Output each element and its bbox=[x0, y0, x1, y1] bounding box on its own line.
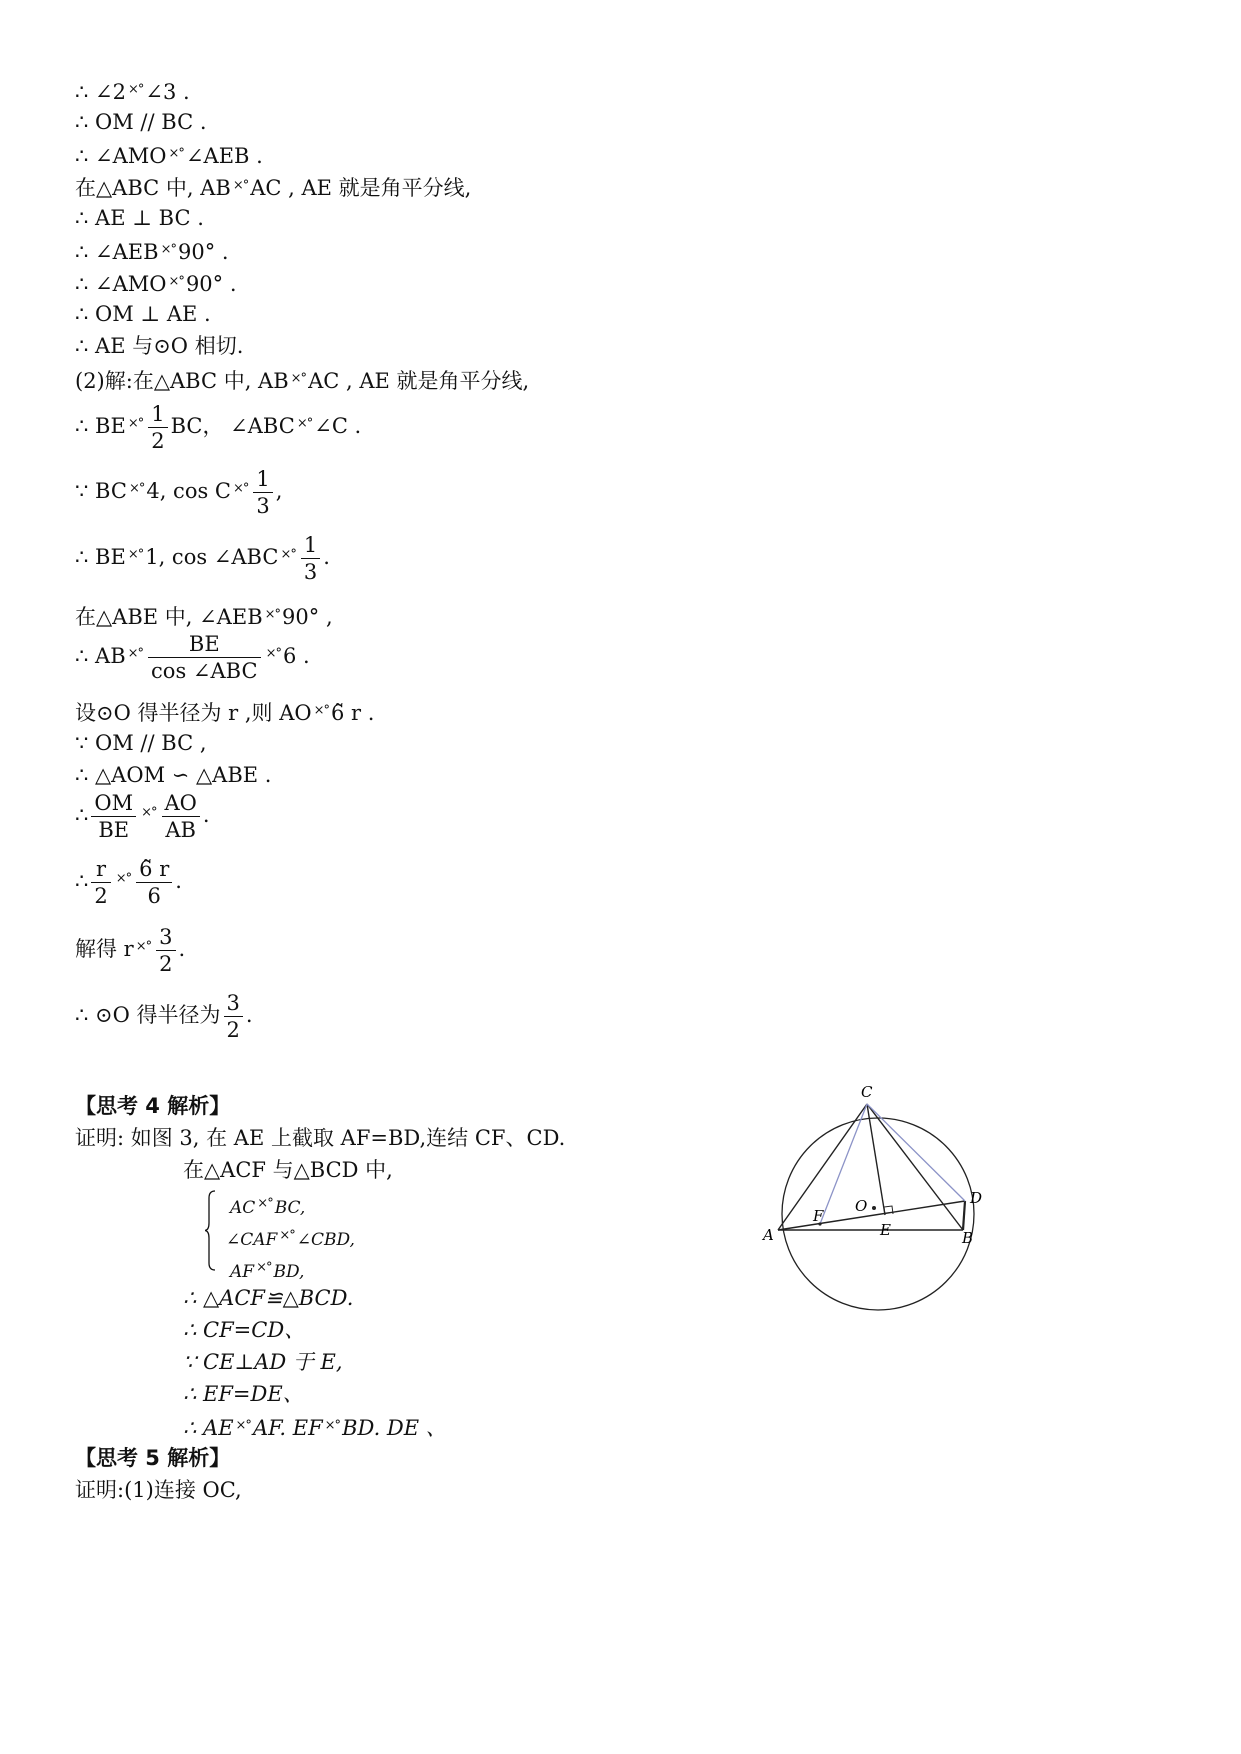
think4-heading: 【思考 4 解析】 bbox=[75, 1094, 231, 1118]
label-o: O bbox=[855, 1197, 868, 1215]
denominator: cos ∠ABC bbox=[151, 659, 258, 683]
proof-line-4 bbox=[75, 172, 471, 202]
equals-glyph: ×° bbox=[128, 82, 144, 97]
text: 解得 r bbox=[75, 937, 134, 961]
text: . bbox=[178, 937, 186, 961]
text: 6 . bbox=[282, 644, 310, 668]
proof-line-2: ∴ OM // BC . bbox=[75, 110, 207, 134]
text: ∴ BE bbox=[75, 545, 126, 569]
proof-line-1 bbox=[75, 76, 190, 106]
geometry-figure bbox=[755, 1075, 1005, 1315]
numerator: OM bbox=[91, 790, 136, 817]
numerator: 1 bbox=[253, 466, 272, 493]
numerator: 1 bbox=[301, 532, 320, 559]
fraction bbox=[156, 924, 175, 977]
text: 90° , bbox=[282, 605, 333, 629]
label-c: C bbox=[861, 1083, 873, 1101]
system-line bbox=[226, 1222, 355, 1254]
equals-glyph: ×° bbox=[235, 1418, 251, 1433]
segment-bc bbox=[867, 1104, 963, 1230]
proof-line-3 bbox=[75, 140, 263, 170]
proof-line-8: ∴ OM ⊥ AE . bbox=[75, 302, 211, 326]
text: ∴ bbox=[75, 803, 89, 827]
point-o bbox=[872, 1206, 876, 1210]
think4-intro: 证明: 如图 3, 在 AE 上截取 AF=BD,连结 CF、CD. bbox=[75, 1126, 566, 1150]
label-e: E bbox=[880, 1221, 891, 1239]
text: ∠CAF bbox=[226, 1230, 278, 1250]
text: AC , AE 就是角平分线, bbox=[250, 176, 472, 200]
text: BC, bbox=[274, 1198, 306, 1218]
equals-glyph: ×° bbox=[141, 805, 157, 820]
numerator: AO bbox=[162, 790, 200, 817]
text: ∠C . bbox=[314, 414, 362, 438]
equals-glyph: ×° bbox=[324, 1418, 341, 1433]
segment-cd bbox=[867, 1104, 965, 1201]
part2-ab bbox=[75, 631, 310, 684]
fraction bbox=[253, 466, 272, 519]
text: ∴ ∠AEB bbox=[75, 240, 159, 264]
text: 1, cos ∠ABC bbox=[145, 545, 279, 569]
part2-ratio bbox=[75, 790, 210, 843]
denominator: 2 bbox=[226, 1018, 240, 1042]
part2-be-cos bbox=[75, 532, 330, 585]
equals-glyph: ×° bbox=[168, 274, 184, 289]
text: ∵ BC bbox=[75, 479, 127, 503]
text: . bbox=[323, 545, 330, 569]
fraction bbox=[224, 990, 243, 1043]
part2-ratio2 bbox=[75, 856, 182, 909]
think4-conclusion-2: ∴ CF=CD、 bbox=[183, 1318, 306, 1342]
equals-glyph: ×° bbox=[290, 371, 307, 386]
equals-glyph: ×° bbox=[168, 146, 184, 161]
text: ∴ ⊙O 得半径为 bbox=[75, 1003, 221, 1027]
part2-intro bbox=[75, 365, 529, 395]
denominator: 6 bbox=[147, 884, 161, 908]
equals-glyph: ×° bbox=[232, 178, 249, 193]
text: ∴ AB bbox=[75, 644, 126, 668]
fraction bbox=[301, 532, 320, 585]
fraction bbox=[162, 790, 200, 843]
text: BD, bbox=[273, 1262, 305, 1282]
think4-triangles: 在△ACF 与△BCD 中, bbox=[183, 1158, 393, 1182]
equals-glyph: ×° bbox=[128, 481, 145, 496]
text: 4, cos C bbox=[146, 479, 231, 503]
label-b: B bbox=[962, 1229, 974, 1247]
text: . bbox=[245, 1003, 253, 1027]
text: . bbox=[202, 803, 210, 827]
equals-glyph: ×° bbox=[115, 871, 132, 886]
fraction bbox=[91, 856, 110, 909]
equals-glyph: ×° bbox=[296, 416, 313, 431]
numerator: 6̃ r bbox=[136, 856, 172, 883]
text: AF. EF bbox=[252, 1416, 323, 1440]
fraction bbox=[148, 401, 167, 454]
part2-tri-abe bbox=[75, 601, 333, 631]
text: BD. DE 、 bbox=[342, 1416, 447, 1440]
text: AC bbox=[230, 1198, 256, 1218]
text: 在△ABC 中, AB bbox=[75, 176, 231, 200]
equals-glyph: ×° bbox=[264, 607, 281, 622]
part2-solve bbox=[75, 924, 185, 977]
part2-similar: ∴ △AOM ∽ △ABE . bbox=[75, 763, 272, 787]
fraction bbox=[91, 790, 136, 843]
equals-glyph: ×° bbox=[313, 703, 330, 718]
text: ∴ BE bbox=[75, 414, 126, 438]
segment-bd bbox=[963, 1201, 965, 1230]
text: , bbox=[275, 479, 283, 503]
system-line bbox=[230, 1254, 355, 1286]
text: ∴ ∠AMO bbox=[75, 144, 167, 168]
think4-conclusion-3: ∵ CE⊥AD 于 E, bbox=[183, 1350, 343, 1374]
proof-line-6 bbox=[75, 236, 229, 266]
numerator: 1 bbox=[148, 401, 167, 428]
numerator: r bbox=[91, 856, 110, 883]
part2-radius bbox=[75, 697, 374, 727]
part2-be-half bbox=[75, 401, 361, 454]
label-d: D bbox=[970, 1189, 983, 1207]
text: 在△ABE 中, ∠AEB bbox=[75, 605, 263, 629]
text: 设⊙O 得半径为 r ,则 AO bbox=[75, 701, 312, 725]
equals-glyph: ×° bbox=[160, 242, 176, 257]
equals-glyph: ×° bbox=[232, 481, 249, 496]
proof-line-9: ∴ AE 与⊙O 相切. bbox=[75, 334, 244, 358]
think4-conclusion-1: ∴ △ACF≌△BCD. bbox=[183, 1286, 354, 1310]
denominator: 2 bbox=[159, 952, 173, 976]
denominator: BE bbox=[98, 818, 130, 842]
think5-intro: 证明:(1)连接 OC, bbox=[75, 1478, 242, 1502]
text: . bbox=[175, 869, 182, 893]
denominator: 3 bbox=[303, 560, 318, 584]
system-line bbox=[230, 1190, 355, 1222]
label-f: F bbox=[813, 1207, 824, 1225]
segment-ad bbox=[778, 1201, 965, 1230]
text: AF bbox=[230, 1262, 255, 1282]
proof-line-7 bbox=[75, 268, 237, 298]
equals-glyph: ×° bbox=[265, 646, 281, 661]
equals-glyph: ×° bbox=[127, 416, 144, 431]
numerator: BE bbox=[148, 631, 261, 658]
text: ∴ AE bbox=[183, 1416, 234, 1440]
segment-ce bbox=[867, 1104, 885, 1215]
congruence-system bbox=[208, 1190, 355, 1286]
part2-given bbox=[75, 466, 282, 519]
text: ∠3 . bbox=[145, 80, 190, 104]
fraction bbox=[148, 631, 261, 684]
numerator: 3 bbox=[224, 990, 243, 1017]
part2-answer bbox=[75, 990, 253, 1043]
text: ∴ ∠2 bbox=[75, 80, 126, 104]
equals-glyph: ×° bbox=[127, 646, 144, 661]
text: BC， ∠ABC bbox=[170, 414, 295, 438]
equals-glyph: ×° bbox=[256, 1260, 272, 1275]
denominator: AB bbox=[165, 818, 196, 842]
text: 6̃ r . bbox=[331, 701, 375, 725]
text: ∴ ∠AMO bbox=[75, 272, 167, 296]
text: 90° . bbox=[177, 240, 229, 264]
label-a: A bbox=[763, 1226, 774, 1244]
equals-glyph: ×° bbox=[135, 939, 152, 954]
equals-glyph: ×° bbox=[279, 1228, 295, 1243]
numerator: 3 bbox=[156, 924, 175, 951]
think4-conclusion-4: ∴ EF=DE、 bbox=[183, 1382, 304, 1406]
denominator: 2 bbox=[94, 884, 108, 908]
text: ∴ bbox=[75, 869, 89, 893]
denominator: 2 bbox=[151, 429, 165, 453]
part2-parallel: ∵ OM // BC , bbox=[75, 731, 207, 755]
text: AC , AE 就是角平分线, bbox=[308, 369, 530, 393]
text: 90° . bbox=[185, 272, 237, 296]
denominator: 3 bbox=[256, 494, 270, 518]
text: ∠CBD, bbox=[296, 1230, 355, 1250]
equals-glyph: ×° bbox=[280, 547, 296, 562]
fraction bbox=[136, 856, 172, 909]
text: (2)解:在△ABC 中, AB bbox=[75, 369, 289, 393]
equals-glyph: ×° bbox=[127, 547, 144, 562]
think5-heading: 【思考 5 解析】 bbox=[75, 1446, 231, 1470]
proof-line-5: ∴ AE ⊥ BC . bbox=[75, 206, 204, 230]
equals-glyph: ×° bbox=[257, 1196, 273, 1211]
text: ∠AEB . bbox=[185, 144, 263, 168]
think4-conclusion-5 bbox=[183, 1412, 447, 1442]
